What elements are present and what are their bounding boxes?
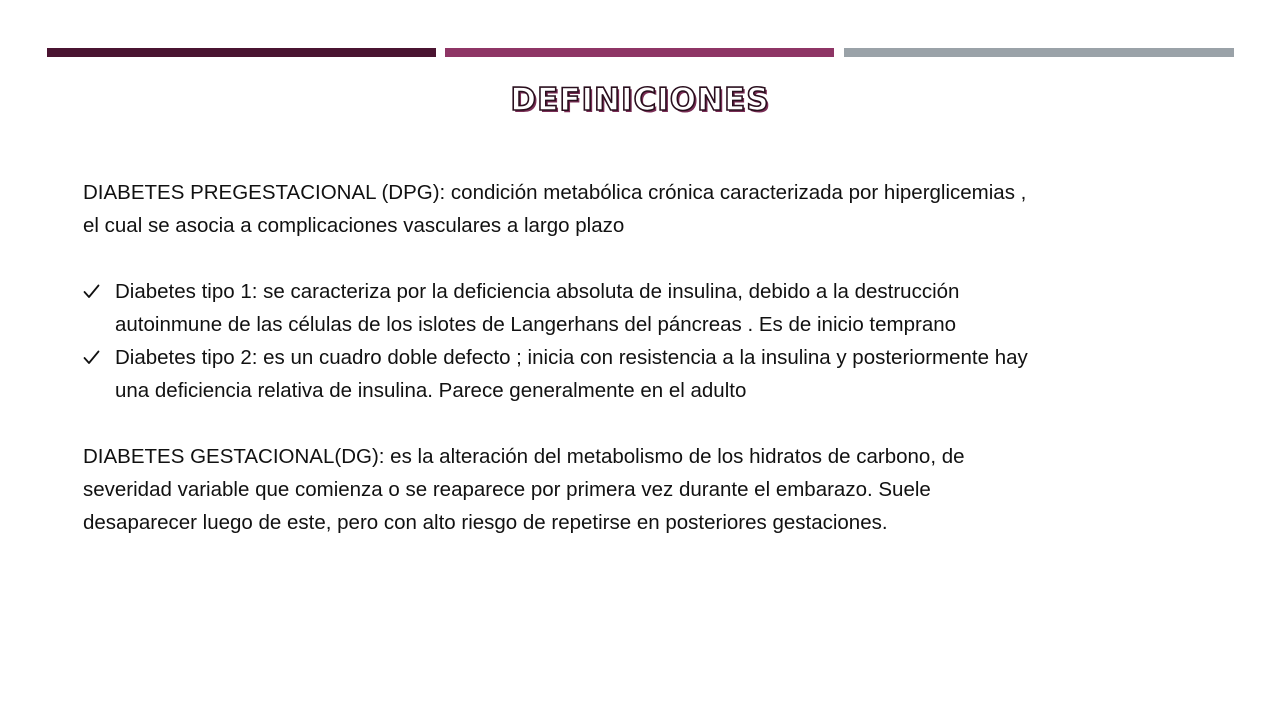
slide-title: DEFINICIONES: [510, 82, 770, 118]
tipo-1-line-1: Diabetes tipo 1: se caracteriza por la deficiencia absoluta de insulina, debido a la destrucción: [115, 280, 960, 303]
gestacional-definition: [83, 440, 1213, 539]
slide-body: [83, 176, 1213, 539]
checkmark-icon: [83, 341, 103, 374]
accent-bar-magenta: [445, 48, 834, 57]
pregestacional-line-1: DIABETES PREGESTACIONAL (DPG): condición metabólica crónica caracterizada por hiperglicemias ,: [83, 181, 1027, 204]
top-accent-bars: [47, 48, 1234, 57]
paragraph-spacer: [83, 407, 1213, 440]
tipo-1-line-2: autoinmune de las células de los islotes de Langerhans del páncreas . Es de inicio temprano: [115, 313, 957, 336]
diabetes-types-list: [83, 275, 1213, 407]
tipo-2-line-2: una deficiencia relativa de insulina. Parece generalmente en el adulto: [115, 379, 747, 402]
pregestacional-line-2: el cual se asocia a complicaciones vasculares a largo plazo: [83, 214, 625, 237]
gestacional-line-1: DIABETES GESTACIONAL(DG): es la alteración del metabolismo de los hidratos de carbono, de: [83, 445, 965, 468]
accent-bar-dark: [47, 48, 436, 57]
list-item-tipo-1: [83, 275, 1213, 341]
pregestacional-definition: [83, 176, 1213, 242]
gestacional-line-2: severidad variable que comienza o se reaparece por primera vez durante el embarazo. Suele: [83, 478, 931, 501]
list-item-tipo-2: [83, 341, 1213, 407]
accent-bar-gray: [844, 48, 1234, 57]
paragraph-spacer: [83, 242, 1213, 275]
tipo-2-line-1: Diabetes tipo 2: es un cuadro doble defecto ; inicia con resistencia a la insulina y posteriormente hay: [115, 346, 1028, 369]
gestacional-line-3: desaparecer luego de este, pero con alto riesgo de repetirse en posteriores gestaciones.: [83, 511, 888, 534]
checkmark-icon: [83, 275, 103, 308]
